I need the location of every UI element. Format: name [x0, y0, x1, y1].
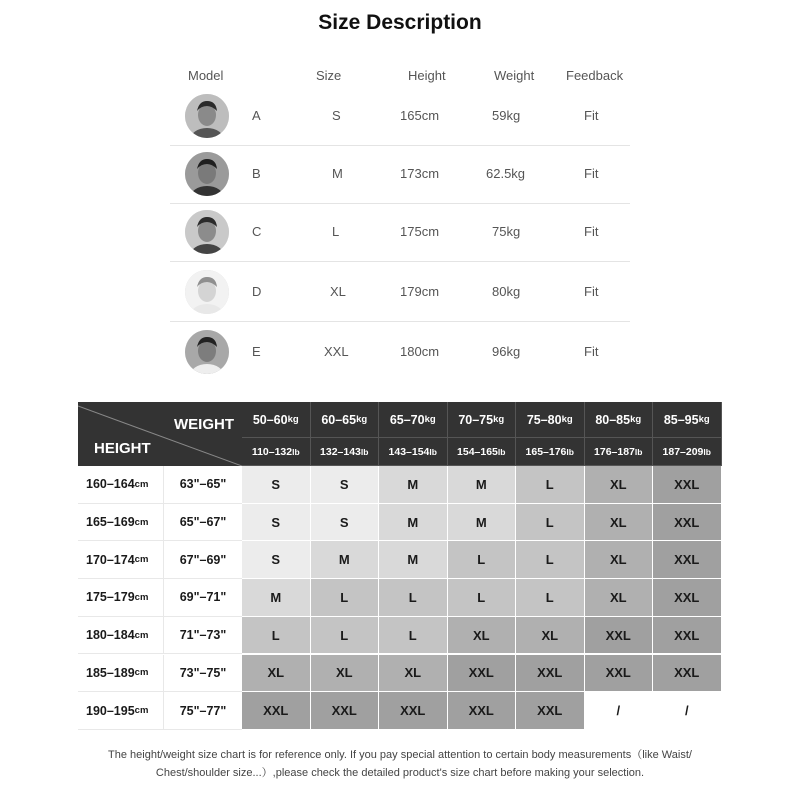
- size-cell: XXL: [242, 692, 311, 730]
- model-height: 173cm: [400, 166, 440, 181]
- model-row: [170, 264, 630, 322]
- size-cell: XL: [448, 617, 517, 655]
- model-feedback: Fit: [584, 108, 599, 123]
- model-letter: A: [252, 108, 261, 123]
- height-cm-label: 160–164 cm: [78, 466, 164, 504]
- header-height: Height: [408, 68, 446, 83]
- weight-kg-header: 65–70 kg: [379, 402, 448, 438]
- model-letter: E: [252, 344, 261, 359]
- size-cell: XXL: [585, 617, 654, 655]
- model-letter: D: [252, 284, 262, 299]
- model-height: 179cm: [400, 284, 440, 299]
- size-cell: M: [379, 504, 448, 542]
- size-cell: XXL: [311, 692, 380, 730]
- model-size: XXL: [324, 344, 349, 359]
- weight-kg-header: 85–95 kg: [653, 402, 722, 438]
- size-cell: L: [516, 466, 585, 504]
- height-inch-label: 69"–71": [164, 579, 242, 617]
- header-feedback: Feedback: [566, 68, 624, 83]
- height-cm-label: 180–184 cm: [78, 617, 164, 655]
- footer-note-line-1: The height/weight size chart is for reference only. If you pay special attention to certain body measurements（like Waist/: [108, 749, 692, 761]
- weight-kg-header: 70–75 kg: [448, 402, 517, 438]
- size-cell: XL: [585, 579, 654, 617]
- height-inch-label: 71"–73": [164, 617, 242, 655]
- size-cell: XXL: [516, 692, 585, 730]
- size-chart: [78, 402, 722, 730]
- height-inch-label: 67"–69": [164, 541, 242, 579]
- model-weight: 62.5kg: [486, 166, 526, 181]
- model-size: S: [332, 108, 341, 123]
- model-row: [170, 324, 630, 382]
- weight-kg-header: 50–60 kg: [242, 402, 311, 438]
- size-cell: XXL: [653, 655, 722, 693]
- model-letter: B: [252, 166, 261, 181]
- model-weight: 96kg: [492, 344, 521, 359]
- weight-lb-header: 165–176 lb: [516, 438, 585, 466]
- size-cell: M: [379, 466, 448, 504]
- size-cell: L: [379, 579, 448, 617]
- size-cell: XXL: [653, 504, 722, 542]
- header-size: Size: [316, 68, 342, 83]
- weight-lb-header: 110–132 lb: [242, 438, 311, 466]
- model-height: 180cm: [400, 344, 440, 359]
- model-height: 165cm: [400, 108, 440, 123]
- height-cm-label: 175–179 cm: [78, 579, 164, 617]
- height-inch-label: 73"–75": [164, 655, 242, 693]
- size-cell: S: [311, 466, 380, 504]
- size-cell: XL: [242, 655, 311, 693]
- weight-kg-header: 60–65 kg: [311, 402, 380, 438]
- size-cell: /: [653, 692, 722, 730]
- size-cell: S: [242, 541, 311, 579]
- model-size: M: [332, 166, 343, 181]
- size-cell: XXL: [448, 692, 517, 730]
- weight-lb-header: 176–187 lb: [585, 438, 654, 466]
- size-cell: XXL: [653, 541, 722, 579]
- page-title: Size Description: [318, 11, 482, 34]
- model-avatar: [185, 152, 229, 196]
- model-avatar: [185, 270, 229, 314]
- size-cell: M: [242, 579, 311, 617]
- size-cell: XXL: [379, 692, 448, 730]
- size-cell: L: [448, 541, 517, 579]
- model-feedback: Fit: [584, 344, 599, 359]
- size-cell: L: [516, 504, 585, 542]
- size-cell: L: [448, 579, 517, 617]
- height-inch-label: 63"–65": [164, 466, 242, 504]
- size-cell: L: [311, 579, 380, 617]
- size-cell: XL: [311, 655, 380, 693]
- height-cm-label: 185–189 cm: [78, 655, 164, 693]
- size-cell: M: [311, 541, 380, 579]
- row-divider: [170, 261, 630, 262]
- height-cm-label: 190–195 cm: [78, 692, 164, 730]
- model-feedback: Fit: [584, 166, 599, 181]
- size-cell: XL: [379, 655, 448, 693]
- model-size: L: [332, 224, 340, 239]
- model-height: 175cm: [400, 224, 440, 239]
- model-avatar: [185, 94, 229, 138]
- size-cell: L: [311, 617, 380, 655]
- header-model: Model: [188, 68, 224, 83]
- size-cell: XXL: [516, 655, 585, 693]
- weight-kg-header: 75–80 kg: [516, 402, 585, 438]
- height-inch-label: 75"–77": [164, 692, 242, 730]
- height-inch-label: 65"–67": [164, 504, 242, 542]
- size-cell: S: [242, 504, 311, 542]
- model-row: [170, 88, 630, 146]
- size-cell: XXL: [653, 579, 722, 617]
- model-letter: C: [252, 224, 262, 239]
- model-feedback: Fit: [584, 284, 599, 299]
- weight-lb-header: 143–154 lb: [379, 438, 448, 466]
- weight-axis-label: WEIGHT: [174, 416, 234, 433]
- model-row: [170, 204, 630, 262]
- row-divider: [170, 321, 630, 322]
- footer-note-line-2: Chest/shoulder size...）,please check the detailed product's size chart before making your selection.: [155, 767, 645, 779]
- size-cell: M: [448, 466, 517, 504]
- model-avatar: [185, 210, 229, 254]
- model-table-header: [0, 68, 800, 88]
- weight-lb-header: 154–165 lb: [448, 438, 517, 466]
- model-weight: 75kg: [492, 224, 521, 239]
- header-weight: Weight: [494, 68, 535, 83]
- size-cell: S: [242, 466, 311, 504]
- model-weight: 59kg: [492, 108, 521, 123]
- size-cell: M: [448, 504, 517, 542]
- model-weight: 80kg: [492, 284, 521, 299]
- size-cell: XXL: [585, 655, 654, 693]
- size-cell: XXL: [653, 466, 722, 504]
- size-cell: S: [311, 504, 380, 542]
- size-cell: M: [379, 541, 448, 579]
- size-cell: L: [379, 617, 448, 655]
- size-cell: XL: [516, 617, 585, 655]
- size-cell: XXL: [448, 655, 517, 693]
- weight-lb-header: 187–209 lb: [653, 438, 722, 466]
- size-cell: XXL: [653, 617, 722, 655]
- height-cm-label: 165–169 cm: [78, 504, 164, 542]
- weight-kg-header: 80–85 kg: [585, 402, 654, 438]
- size-cell: L: [516, 541, 585, 579]
- model-size: XL: [330, 284, 346, 299]
- height-cm-label: 170–174 cm: [78, 541, 164, 579]
- weight-lb-header: 132–143 lb: [311, 438, 380, 466]
- model-feedback: Fit: [584, 224, 599, 239]
- model-row: [170, 146, 630, 204]
- size-cell: XL: [585, 466, 654, 504]
- size-cell: XL: [585, 504, 654, 542]
- size-cell: /: [585, 692, 654, 730]
- model-avatar: [185, 330, 229, 374]
- size-cell: L: [242, 617, 311, 655]
- height-axis-label: HEIGHT: [94, 440, 151, 457]
- size-cell: XL: [585, 541, 654, 579]
- size-cell: L: [516, 579, 585, 617]
